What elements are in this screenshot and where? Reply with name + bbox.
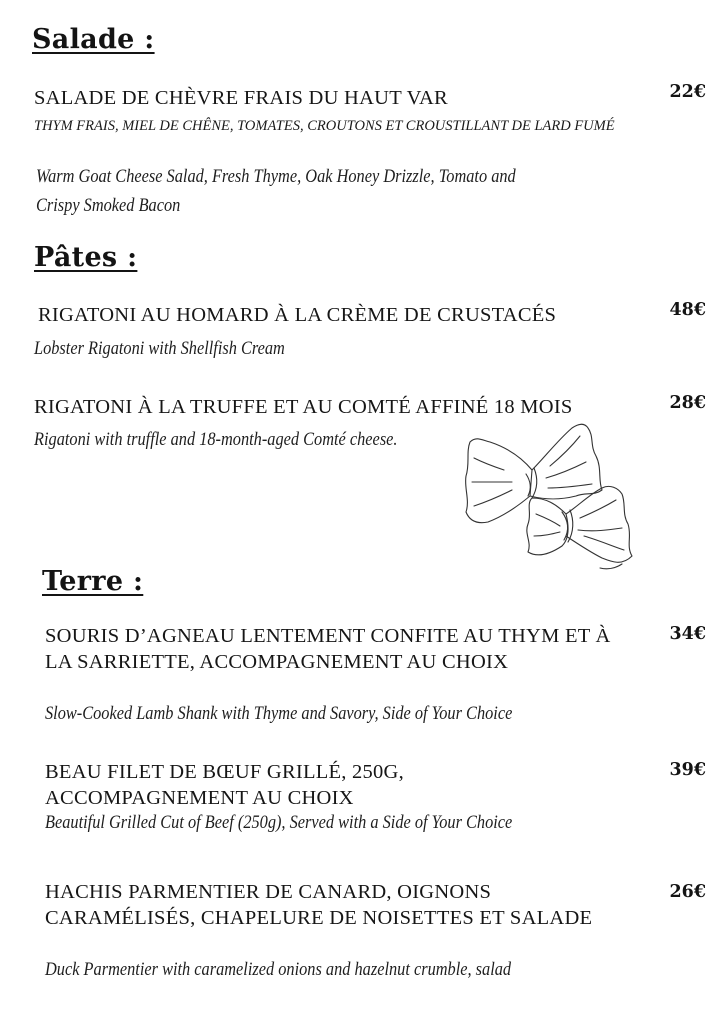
menu-item-price: 34€ [669, 624, 706, 644]
menu-item-price: 28€ [669, 393, 706, 413]
section-title-salade: Salade : [32, 24, 155, 55]
menu-item-price: 22€ [669, 82, 706, 102]
menu-item-english: Beautiful Grilled Cut of Beef (250g), Served with a Side of Your Choice [45, 812, 513, 833]
section-title-terre: Terre : [42, 566, 144, 597]
english-line-1: Warm Goat Cheese Salad, Fresh Thyme, Oak Honey Drizzle, Tomato and Crispy Smoked Bacon [36, 166, 516, 216]
menu-item-english: Duck Parmentier with caramelized onions and hazelnut crumble, salad [45, 959, 512, 980]
menu-item-name: SOURIS D’AGNEAU LENTEMENT CONFITE AU THYM ET À LA SARRIETTE, ACCOMPAGNEMENT AU CHOIX [45, 625, 611, 673]
menu-item-english: Slow-Cooked Lamb Shank with Thyme and Savory, Side of Your Choice [45, 703, 513, 724]
menu-item-price: 39€ [669, 760, 706, 780]
menu-item-name: SALADE DE CHÈVRE FRAIS DU HAUT VAR [34, 87, 448, 109]
menu-item-english: Lobster Rigatoni with Shellfish Cream [34, 338, 285, 359]
farfalle-pasta-icon [462, 418, 642, 578]
menu-item-name: RIGATONI À LA TRUFFE ET AU COMTÉ AFFINÉ 18 MOIS [34, 396, 573, 418]
menu-item-english [36, 162, 638, 220]
menu-item-name: HACHIS PARMENTIER DE CANARD, OIGNONS CARAMÉLISÉS, CHAPELURE DE NOISETTES ET SALADE [45, 881, 593, 929]
menu-item-name: RIGATONI AU HOMARD À LA CRÈME DE CRUSTACÉS [38, 304, 557, 326]
menu-item-english: Rigatoni with truffle and 18-month-aged Comté cheese. [34, 429, 398, 450]
menu-item-price: 26€ [669, 882, 706, 902]
section-title-pates: Pâtes : [34, 242, 138, 273]
menu-item-price: 48€ [669, 300, 706, 320]
menu-item-name: BEAU FILET DE BŒUF GRILLÉ, 250G, ACCOMPAGNEMENT AU CHOIX [45, 761, 404, 809]
menu-item-details: THYM FRAIS, MIEL DE CHÊNE, TOMATES, CROUTONS ET CROUSTILLANT DE LARD FUMÉ [34, 118, 615, 134]
